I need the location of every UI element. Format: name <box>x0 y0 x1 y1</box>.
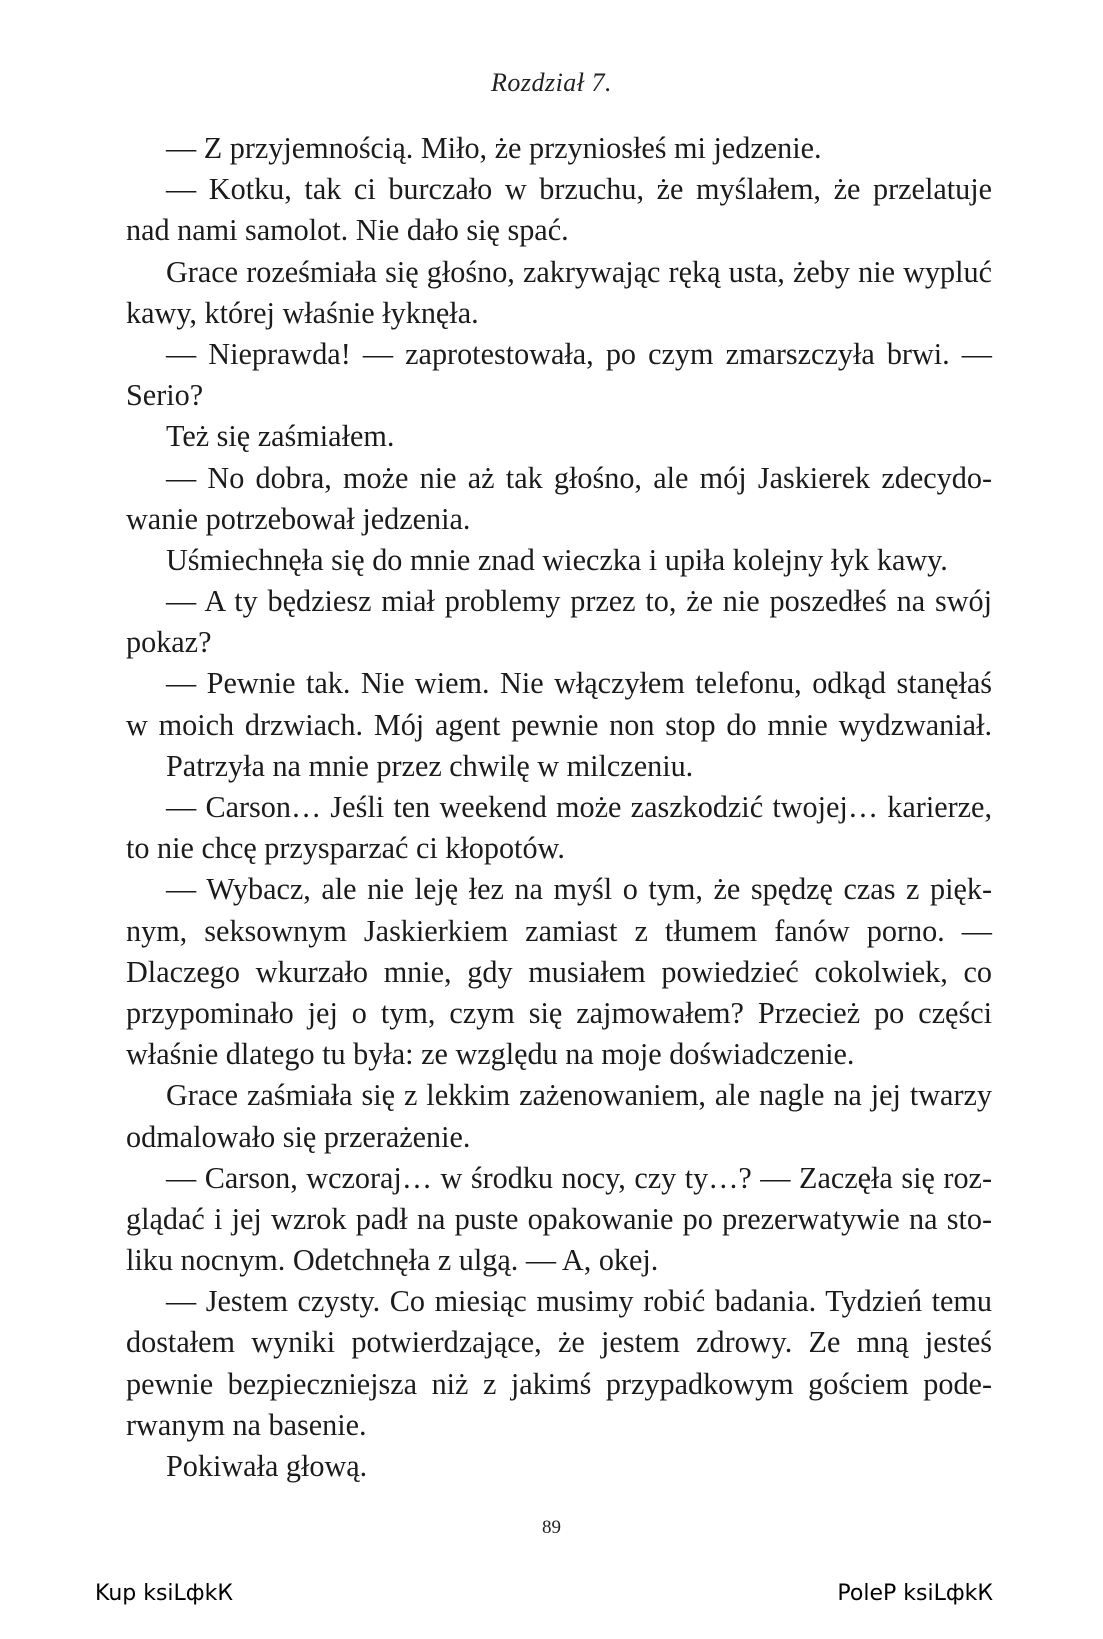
text-line: nym, seksownym Jaskierkiem zamiast z tłumem fanów porno. — <box>126 913 992 948</box>
text-line: wanie potrzebował jedzenia. <box>126 501 471 536</box>
text-line: Też się zaśmiałem. <box>166 419 395 454</box>
text-line: Grace zaśmiała się z lekkim zażenowaniem, ale nagle na jej twarzy <box>166 1078 992 1113</box>
text-line: Serio? <box>126 378 204 413</box>
text-line: — Pewnie tak. Nie wiem. Nie włączyłem telefonu, odkąd stanęłaś <box>166 666 992 701</box>
text-line: Dlaczego wkurzało mnie, gdy musiałem powiedzieć cokolwiek, co <box>126 954 992 989</box>
text-line: — Carson… Jeśli ten weekend może zaszkodzić twojej… karierze, <box>166 790 992 824</box>
text-line: Pokiwała głową. <box>166 1449 368 1483</box>
text-line: — No dobra, może nie aż tak głośno, ale mój Jaskierek zdecydo- <box>166 460 992 495</box>
text-line: Patrzyła na mnie przez chwilę w milczeniu. <box>166 748 694 783</box>
text-line: pokaz? <box>126 625 212 660</box>
recommend-book-link[interactable]: PoleР ksiLфkК <box>837 1581 993 1606</box>
text-line: kawy, której właśnie łyknęła. <box>126 295 479 330</box>
text-line: Uśmiechnęła się do mnie znad wieczka i upiła kolejny łyk kawy. <box>166 542 948 577</box>
body-text <box>126 128 992 1487</box>
buy-book-link[interactable]: Kup ksiLфkК <box>95 1581 233 1606</box>
text-line: przypominało jej o tym, czym się zajmowałem? Przecież po części <box>126 995 992 1030</box>
text-line: — Carson, wczoraj… w środku nocy, czy ty…? — Zaczęła się roz- <box>166 1160 992 1195</box>
text-line: to nie chcę przysparzać ci kłopotów. <box>126 831 565 866</box>
text-line: glądać i jej wzrok padł na puste opakowanie po prezerwatywie na sto- <box>126 1201 992 1236</box>
text-line: Grace roześmiała się głośno, zakrywając ręką usta, żeby nie wypluć <box>166 254 992 289</box>
text-line: liku nocnym. Odetchnęła z ulgą. — A, okej. <box>126 1243 659 1278</box>
text-line: właśnie dlatego tu była: ze względu na moje doświadczenie. <box>126 1037 855 1072</box>
text-line: w moich drzwiach. Mój agent pewnie non stop do mnie wydzwaniał. <box>126 707 992 742</box>
text-line: — Z przyjemnością. Miło, że przyniosłeś mi jedzenie. <box>166 131 822 165</box>
text-line: — Kotku, tak ci burczało w brzuchu, że myślałem, że przelatuje <box>166 172 992 207</box>
text-line: — Jestem czysty. Co miesiąc musimy robić badania. Tydzień temu <box>166 1284 992 1319</box>
running-head: Rozdział 7. <box>490 68 613 97</box>
text-line: — Wybacz, ale nie leję łez na myśl o tym, że spędzę czas z pięk- <box>166 872 992 907</box>
text-line: — A ty będziesz miał problemy przez to, że nie poszedłeś na swój <box>166 584 992 619</box>
text-line: pewnie bezpieczniejsza niż z jakimś przypadkowym gościem pode- <box>126 1366 992 1401</box>
text-line: — Nieprawda! — zaprotestowała, po czym zmarszczyła brwi. — <box>166 336 992 371</box>
text-line: dostałem wyniki potwierdzające, że jestem zdrowy. Ze mną jesteś <box>126 1325 992 1360</box>
text-line: nad nami samolot. Nie dało się spać. <box>126 213 569 248</box>
text-line: odmalowało się przerażenie. <box>126 1119 471 1154</box>
page-number: 89 <box>542 1517 561 1538</box>
text-line: rwanym na basenie. <box>126 1407 367 1442</box>
